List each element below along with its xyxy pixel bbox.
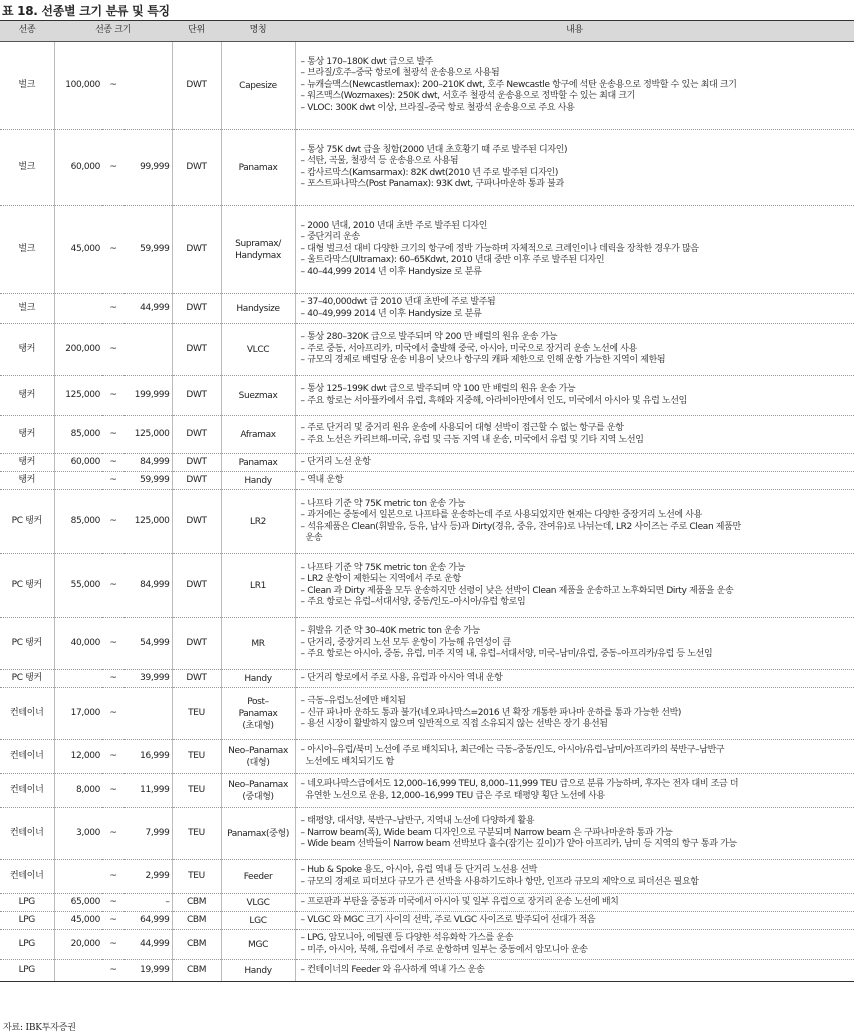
size-tilde-cell: ~ (102, 490, 124, 554)
size-max-cell: 44,999 (124, 294, 172, 324)
description-line: – 극동–유럽노선에만 배치됨 (300, 696, 406, 707)
size-tilde-cell: ~ (102, 894, 124, 912)
description-line: – Clean 과 Dirty 제품을 모두 운송하지만 선령이 낮은 선박이 Clean 제품을 운송하고 노후화되면 Dirty 제품을 운송 (300, 585, 734, 596)
header-name: 명칭 (221, 21, 295, 42)
ship-name-line: VLCC (246, 344, 270, 355)
unit-cell: DWT (172, 324, 221, 376)
description-line: – 프로판과 부탄을 중동과 미국에서 아시아 및 일부 유럽으로 장거리 운송 노선에 배치 (300, 896, 619, 907)
ship-name-line: Capesize (239, 80, 277, 91)
size-min-cell: 45,000 (54, 912, 102, 930)
size-tilde-cell: ~ (102, 472, 124, 490)
unit-cell: DWT (172, 206, 221, 294)
ship-name-line: Aframax (240, 429, 276, 440)
unit-cell: DWT (172, 618, 221, 670)
unit-cell: DWT (172, 490, 221, 554)
description-cell (295, 472, 854, 490)
description-cell (295, 860, 854, 894)
ship-name-line: (대형) (246, 757, 270, 768)
table-row (0, 206, 854, 294)
ship-name-line: Panamax (238, 162, 278, 173)
size-tilde-cell: ~ (102, 42, 124, 130)
size-tilde-cell: ~ (102, 130, 124, 206)
size-max-cell: 19,999 (124, 960, 172, 982)
description-line: – 역내 운항 (300, 474, 344, 485)
description-cell (295, 554, 854, 618)
ship-type-cell: 벌크 (0, 130, 54, 206)
table-row (0, 490, 854, 554)
source-note: 자료: IBK투자증권 (3, 1023, 76, 1033)
size-min-cell: 100,000 (54, 42, 102, 130)
table-row (0, 42, 854, 130)
description-line: – 캄사르막스(Kamsarmax): 82K dwt(2010 년 주로 발주된 디자인) (300, 167, 558, 178)
description-line: – Narrow beam(폭), Wide beam 디자인으로 구분되며 Narrow beam 은 구파나마운하 통과 가능 (300, 827, 673, 838)
table-row (0, 670, 854, 688)
table-row (0, 912, 854, 930)
ship-name-line: Handy (244, 673, 272, 684)
ship-name-cell (221, 930, 295, 960)
unit-cell: TEU (172, 808, 221, 860)
ship-type-cell: PC 탱커 (0, 618, 54, 670)
description-line: – 울트라막스(Ultramax): 60–65Kdwt, 2010 년대 중반 이후 주로 발주된 디자인 (300, 255, 605, 266)
description-cell (295, 294, 854, 324)
description-line: – 40–44,999 2014 년 이후 Handysize 로 분류 (300, 266, 482, 277)
ship-name-cell (221, 960, 295, 982)
table-row (0, 130, 854, 206)
size-max-cell: 84,999 (124, 554, 172, 618)
ship-name-line: Panamax (238, 457, 278, 468)
ship-name-line: Handymax (235, 250, 281, 261)
description-line: – 미주, 아시아, 북해, 유럽에서 주로 운항하며 일부는 중동에서 암모니아 운송 (300, 944, 588, 955)
table-row (0, 960, 854, 982)
unit-cell: TEU (172, 860, 221, 894)
ship-name-line: Panamax(중형) (227, 828, 289, 839)
ship-name-line: Panamax (238, 708, 278, 719)
table-row (0, 554, 854, 618)
ship-type-cell: 벌크 (0, 294, 54, 324)
description-line: – 주요 항로는 서아플카에서 유럽, 흑해와 지중해, 아라비아만에서 인도, 미국에서 아시아 및 유럽 노선임 (300, 395, 687, 406)
size-min-cell (54, 860, 102, 894)
description-line: – 석탄, 곡물, 철광석 등 운송용으로 사용됨 (300, 156, 459, 166)
unit-cell: CBM (172, 930, 221, 960)
ship-name-cell (221, 912, 295, 930)
table-body (0, 42, 854, 982)
size-min-cell (54, 294, 102, 324)
description-line: – 주요 항로는 유럽–서대서양, 중동/인도–아시아/유럽 항로임 (300, 597, 526, 607)
ship-name-line: Post– (247, 696, 269, 707)
header-type: 선종 (0, 21, 54, 42)
ship-type-cell: 벌크 (0, 42, 54, 130)
description-line: – 컨테이너의 Feeder 와 유사하게 역내 가스 운송 (300, 964, 485, 975)
table-row (0, 454, 854, 472)
description-line: – 브라질/호주–중국 항로에 철광석 운송용으로 사용됨 (300, 68, 500, 79)
header-content: 내용 (295, 21, 854, 42)
ship-name-cell (221, 294, 295, 324)
ship-name-cell (221, 42, 295, 130)
ship-name-cell (221, 894, 295, 912)
size-tilde-cell: ~ (102, 206, 124, 294)
table-title: 표 18. 선종별 크기 분류 및 특징 (2, 4, 170, 18)
size-max-cell: 125,000 (124, 416, 172, 454)
ship-name-cell (221, 670, 295, 688)
description-cell (295, 42, 854, 130)
size-tilde-cell: ~ (102, 294, 124, 324)
size-max-cell: 11,999 (124, 774, 172, 808)
unit-cell: DWT (172, 130, 221, 206)
size-max-cell: 99,999 (124, 130, 172, 206)
size-tilde-cell: ~ (102, 670, 124, 688)
description-cell (295, 960, 854, 982)
ship-type-cell: PC 탱커 (0, 490, 54, 554)
table-row (0, 740, 854, 774)
description-line: – 포스트파나막스(Post Panamax): 93K dwt, 구파나마운하 통과 불과 (300, 179, 564, 189)
description-cell (295, 670, 854, 688)
ship-type-cell: 탱커 (0, 324, 54, 376)
description-cell (295, 930, 854, 960)
size-max-cell: 125,000 (124, 490, 172, 554)
header-row (0, 21, 854, 42)
size-tilde-cell: ~ (102, 740, 124, 774)
description-line: – Hub & Spoke 용도, 아시아, 유럽 역내 등 단거리 노선용 선박 (300, 865, 537, 875)
ship-name-cell (221, 376, 295, 416)
ship-name-line: Suezmax (238, 390, 278, 401)
ship-name-cell (221, 774, 295, 808)
description-cell (295, 618, 854, 670)
description-line: – VLGC 와 MGC 크기 사이의 선박, 주로 VLGC 사이즈로 발주되어 선대가 적음 (300, 914, 596, 925)
unit-cell: DWT (172, 42, 221, 130)
size-tilde-cell: ~ (102, 554, 124, 618)
ship-name-line: MR (251, 638, 265, 649)
size-min-cell: 200,000 (54, 324, 102, 376)
ship-type-cell: PC 탱커 (0, 554, 54, 618)
description-cell (295, 416, 854, 454)
unit-cell: TEU (172, 688, 221, 740)
ship-type-cell: 컨테이너 (0, 740, 54, 774)
unit-cell: CBM (172, 894, 221, 912)
size-tilde-cell: ~ (102, 324, 124, 376)
ship-name-cell (221, 688, 295, 740)
ship-name-cell (221, 130, 295, 206)
size-tilde-cell: ~ (102, 454, 124, 472)
size-max-cell: 7,999 (124, 808, 172, 860)
description-line: – 나프타 기준 약 75K metric ton 운송 가능 (300, 498, 466, 509)
header-size: 선종 크기 (54, 21, 172, 42)
size-tilde-cell: ~ (102, 930, 124, 960)
unit-cell: DWT (172, 670, 221, 688)
description-cell (295, 808, 854, 860)
ship-name-cell (221, 206, 295, 294)
ship-type-cell: 탱커 (0, 376, 54, 416)
description-line: 운송 (300, 533, 323, 543)
description-cell (295, 912, 854, 930)
description-line: – 40–49,999 2014 년 이후 Handysize 로 분류 (300, 308, 482, 319)
size-max-cell (124, 42, 172, 130)
table-row (0, 324, 854, 376)
size-tilde-cell: ~ (102, 618, 124, 670)
ship-name-line: Handy (244, 475, 272, 486)
ship-name-cell (221, 860, 295, 894)
description-line: – 태평양, 대서양, 북반구–남반구, 지역내 노선에 다양하게 활용 (300, 816, 535, 827)
ship-name-line: VLGC (246, 897, 270, 908)
description-line: – 과거에는 중동에서 일본으로 나프타를 운송하는데 주로 사용되었지만 현재는 다양한 중장거리 노선에 사용 (300, 510, 702, 520)
description-cell (295, 688, 854, 740)
ship-name-line: LGC (249, 915, 267, 926)
size-min-cell: 3,000 (54, 808, 102, 860)
ship-name-line: (중대형) (242, 791, 274, 802)
ship-type-cell: 벌크 (0, 206, 54, 294)
size-tilde-cell: ~ (102, 376, 124, 416)
description-line: 노선에도 배치되기도 함 (300, 756, 395, 767)
size-max-cell: 84,999 (124, 454, 172, 472)
table-row (0, 894, 854, 912)
ship-classification-table (0, 20, 854, 982)
table-row (0, 860, 854, 894)
size-min-cell: 20,000 (54, 930, 102, 960)
size-max-cell: 54,999 (124, 618, 172, 670)
table-row (0, 294, 854, 324)
size-tilde-cell: ~ (102, 416, 124, 454)
ship-type-cell: LPG (0, 930, 54, 960)
description-line: – 워즈맥스(Wozmaxes): 250K dwt, 서호주 철광석 운송용으로 정박할 수 있는 최대 크기 (300, 91, 636, 102)
description-cell (295, 490, 854, 554)
description-line: 유연한 노선으로 운용, 12,000–16,999 TEU 급은 주로 태평양 횡단 노선에 사용 (300, 790, 605, 801)
ship-name-line: Handysize (236, 303, 280, 314)
ship-type-cell: 탱커 (0, 416, 54, 454)
ship-name-line: MGC (248, 939, 269, 950)
description-cell (295, 324, 854, 376)
size-max-cell (124, 324, 172, 376)
size-min-cell: 45,000 (54, 206, 102, 294)
size-min-cell: 60,000 (54, 454, 102, 472)
table-row (0, 472, 854, 490)
size-max-cell: 44,999 (124, 930, 172, 960)
size-min-cell (54, 960, 102, 982)
size-tilde-cell: ~ (102, 808, 124, 860)
size-max-cell: 59,999 (124, 206, 172, 294)
description-line: – 네오파나막스급에서도 12,000–16,999 TEU, 8,000–11,999 TEU 급으로 분류 가능하며, 후자는 전자 대비 조금 더 (300, 779, 739, 789)
description-line: – LPG, 암모니아, 에틸렌 등 다양한 석유화학 가스를 운송 (300, 933, 514, 943)
size-min-cell: 17,000 (54, 688, 102, 740)
ship-type-cell: 컨테이너 (0, 774, 54, 808)
size-min-cell (54, 472, 102, 490)
table-row (0, 618, 854, 670)
ship-name-line: Neo–Panamax (228, 779, 288, 790)
ship-name-cell (221, 324, 295, 376)
size-tilde-cell: ~ (102, 960, 124, 982)
description-cell (295, 774, 854, 808)
table-row (0, 688, 854, 740)
size-max-cell: 2,999 (124, 860, 172, 894)
ship-name-cell (221, 554, 295, 618)
size-min-cell: 8,000 (54, 774, 102, 808)
description-line: – 2000 년대, 2010 년대 초반 주로 발주된 디자인 (300, 220, 488, 231)
ship-type-cell: 컨테이너 (0, 688, 54, 740)
size-max-cell: 59,999 (124, 472, 172, 490)
ship-type-cell: 컨테이너 (0, 808, 54, 860)
ship-type-cell: 탱커 (0, 472, 54, 490)
size-tilde-cell: ~ (102, 688, 124, 740)
size-min-cell: 60,000 (54, 130, 102, 206)
size-tilde-cell: ~ (102, 860, 124, 894)
size-min-cell: 125,000 (54, 376, 102, 416)
description-line: – 나프타 기준 약 75K metric ton 운송 가능 (300, 562, 466, 573)
description-cell (295, 206, 854, 294)
size-max-cell: 16,999 (124, 740, 172, 774)
unit-cell: DWT (172, 454, 221, 472)
ship-type-cell: LPG (0, 894, 54, 912)
unit-cell: DWT (172, 416, 221, 454)
description-line: – 단거리 항로에서 주로 사용, 유럽과 아시아 역내 운항 (300, 672, 503, 683)
ship-name-cell (221, 454, 295, 472)
size-max-cell: – (124, 894, 172, 912)
ship-name-line: (초대형) (242, 720, 274, 731)
size-min-cell: 12,000 (54, 740, 102, 774)
unit-cell: CBM (172, 960, 221, 982)
description-line: – 규모의 경제로 배럴당 운송 비용이 낮으나 항구의 캐파 제한으로 인해 운항 가능한 지역이 제한됨 (300, 355, 666, 366)
description-line: – 주로 중동, 서아프리카, 미국에서 출발해 중국, 아시아, 미국으로 장거리 운송 노선에 사용 (300, 343, 637, 354)
size-min-cell: 65,000 (54, 894, 102, 912)
unit-cell: DWT (172, 472, 221, 490)
description-line: – Wide beam 선박들이 Narrow beam 선박보다 흘수(잠기는 깊이)가 얕아 아프리카, 남미 등 지역의 항구 통과 가능 (300, 839, 737, 850)
description-cell (295, 376, 854, 416)
description-line: – 통상 125–199K dwt 급으로 발주되며 약 100 만 배럴의 원유 운송 가능 (300, 384, 576, 394)
description-line: – VLOC: 300K dwt 이상, 브라질–중국 항로 철광석 운송용으로 주요 사용 (300, 102, 575, 113)
description-line: – 용선 시장이 활발하지 않으며 일반적으로 직접 소유되지 않는 선박은 장기 용선됨 (300, 719, 608, 730)
table-row (0, 930, 854, 960)
size-min-cell: 85,000 (54, 416, 102, 454)
description-line: – 중단거리 운송 (300, 232, 360, 243)
description-line: – 대형 벌크선 대비 다양한 크기의 항구에 정박 가능하며 자체적으로 크레인이나 데릭을 장착한 경우가 많음 (300, 243, 699, 254)
description-line: – 통상 75K dwt 급을 칭함(2000 년대 초호황기 때 주로 발주된 디자인) (300, 144, 568, 155)
description-line: – 석유제품은 Clean(휘발유, 등유, 납사 등)과 Dirty(경유, 중유, 잔여유)로 나뉘는데, LR2 사이즈는 주로 Clean 제품만 (300, 521, 741, 532)
description-line: – LR2 운항이 제한되는 지역에서 주로 운항 (300, 574, 461, 584)
table-row (0, 774, 854, 808)
description-cell (295, 740, 854, 774)
ship-name-cell (221, 808, 295, 860)
ship-type-cell: LPG (0, 960, 54, 982)
ship-name-line: Supramax/ (235, 238, 281, 249)
size-tilde-cell: ~ (102, 774, 124, 808)
description-line: – 신규 파나마 운하도 통과 불가(네오파나막스=2016 년 확장 개통한 파나마 운하를 통과 가능한 선박) (300, 707, 682, 718)
unit-cell: TEU (172, 740, 221, 774)
table-row (0, 416, 854, 454)
header-unit: 단위 (172, 21, 221, 42)
unit-cell: CBM (172, 912, 221, 930)
unit-cell: TEU (172, 774, 221, 808)
description-line: – 통상 170–180K dwt 급으로 발주 (300, 56, 434, 67)
table-row (0, 808, 854, 860)
ship-name-cell (221, 618, 295, 670)
description-line: – 통상 280–320K 급으로 발주되며 약 200 만 배럴의 원유 운송 가능 (300, 332, 558, 343)
ship-type-cell: LPG (0, 912, 54, 930)
size-min-cell (54, 670, 102, 688)
unit-cell: DWT (172, 294, 221, 324)
size-min-cell: 85,000 (54, 490, 102, 554)
size-tilde-cell: ~ (102, 912, 124, 930)
description-line: – 단거리 노선 운항 (300, 456, 371, 467)
description-line: – 단거리, 중장거리 노선 모두 운항이 가능해 유연성이 큼 (300, 637, 511, 648)
ship-name-line: Handy (244, 965, 272, 976)
size-min-cell: 55,000 (54, 554, 102, 618)
description-line: – 주요 항로는 아시아, 중동, 유럽, 미주 지역 내, 유럽–서대서양, 미국–남미/유럽, 중동–아프리카/유럽 등 노선임 (300, 649, 713, 660)
description-line: – 휘발유 기준 약 30–40K metric ton 운송 가능 (300, 626, 480, 637)
size-max-cell: 39,999 (124, 670, 172, 688)
ship-name-cell (221, 472, 295, 490)
size-max-cell: 64,999 (124, 912, 172, 930)
description-line: – 규모의 경제로 피더보다 규모가 큰 선박을 사용하기도하나 항만, 인프라 규모의 제약으로 피더선은 필요함 (300, 876, 699, 887)
description-line: – 아시아–유럽/북미 노선에 주로 배치되나, 최근에는 극동–중동/인도, 아시아/유럽–남미/아프리카의 북반구–남반구 (300, 745, 725, 755)
size-max-cell: 199,999 (124, 376, 172, 416)
description-line: – 주로 단거리 및 중거리 원유 운송에 사용되어 대형 선박이 접근할 수 없는 항구를 운항 (300, 423, 624, 433)
unit-cell: DWT (172, 554, 221, 618)
ship-name-line: Neo–Panamax (228, 745, 288, 756)
size-max-cell (124, 688, 172, 740)
description-cell (295, 454, 854, 472)
ship-type-cell: PC 탱커 (0, 670, 54, 688)
unit-cell: DWT (172, 376, 221, 416)
size-min-cell: 40,000 (54, 618, 102, 670)
ship-name-line: LR2 (250, 516, 266, 527)
description-cell (295, 894, 854, 912)
ship-name-line: LR1 (250, 580, 266, 591)
description-line: – 37–40,000dwt 급 2010 년대 초반에 주로 발주됨 (300, 297, 496, 307)
description-line: – 뉴캐슬맥스(Newcastlemax): 200–210K dwt, 호주 Newcastle 항구에 석탄 운송용으로 정박할 수 있는 최대 크기 (300, 79, 737, 90)
table-row (0, 376, 854, 416)
ship-name-cell (221, 740, 295, 774)
ship-type-cell: 탱커 (0, 454, 54, 472)
ship-name-cell (221, 416, 295, 454)
ship-name-cell (221, 490, 295, 554)
ship-name-line: Feeder (243, 871, 273, 882)
ship-type-cell: 컨테이너 (0, 860, 54, 894)
description-cell (295, 130, 854, 206)
description-line: – 주요 노선은 카리브해–미국, 유럽 및 극동 지역 내 운송, 미국에서 유럽 및 기타 지역 노선임 (300, 434, 644, 445)
